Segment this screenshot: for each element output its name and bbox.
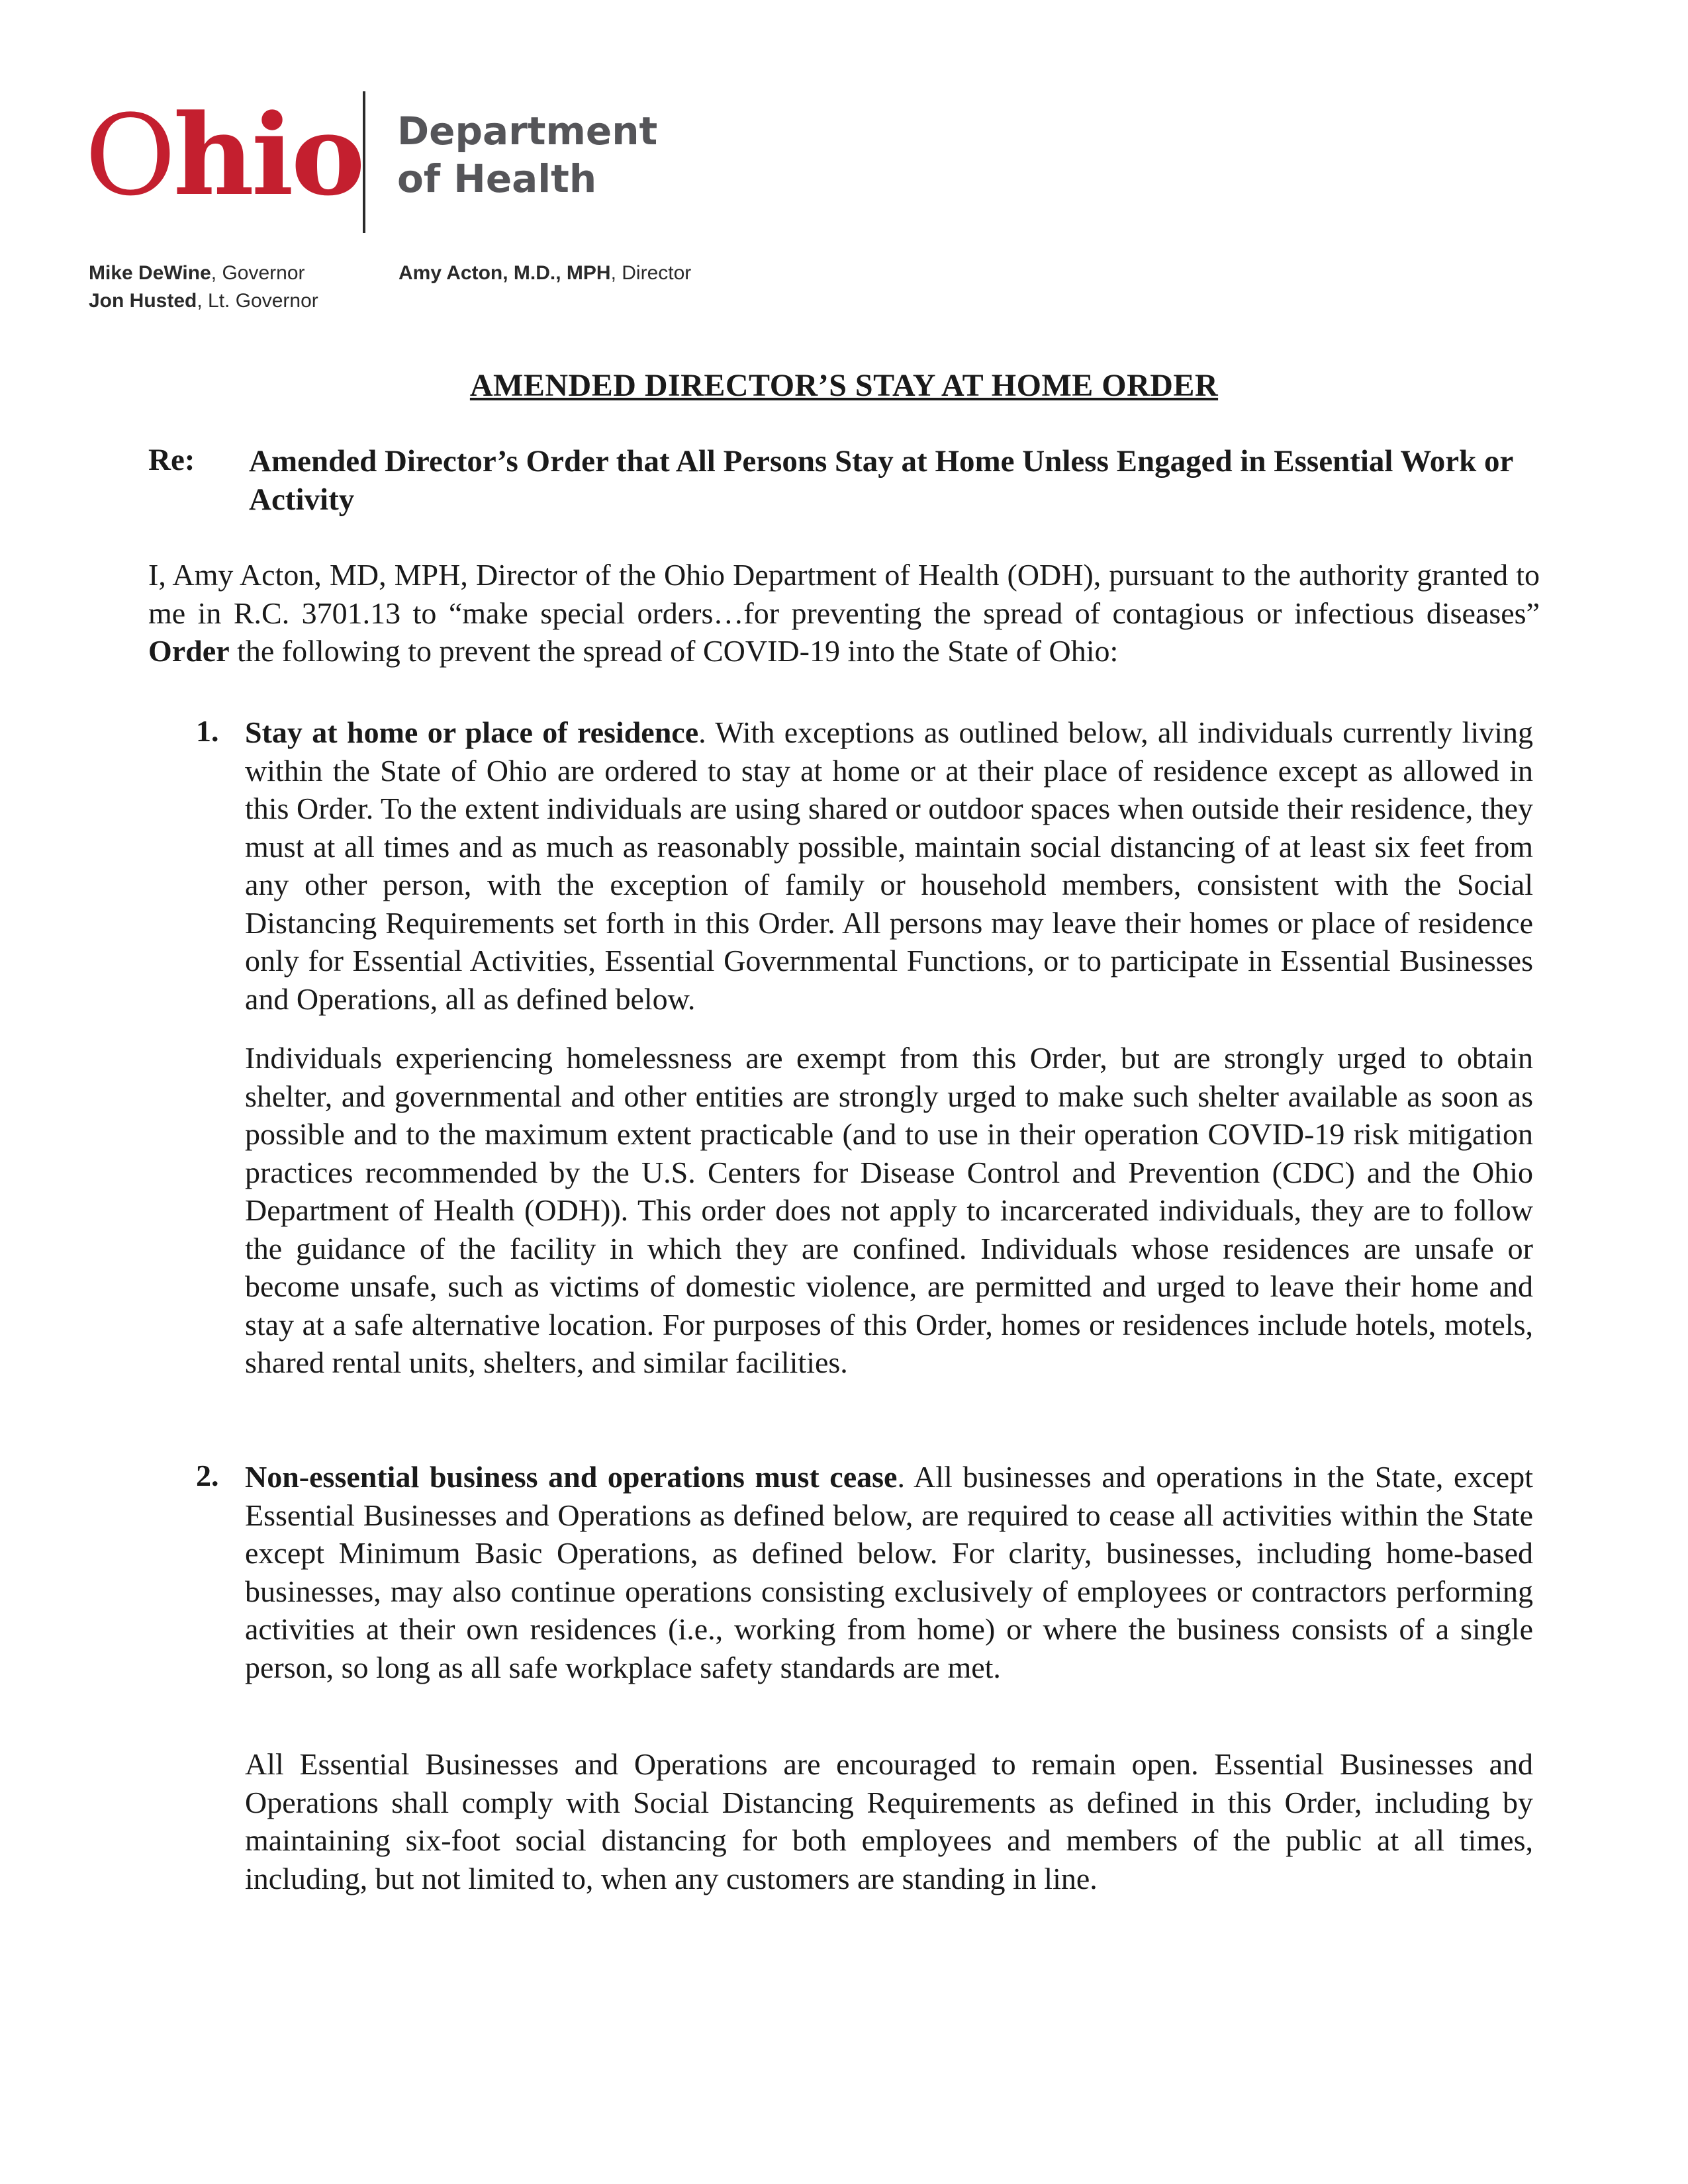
department-line-1: Department [397,109,658,154]
item-1-text: . With exceptions as outlined below, all individuals currently living within the State of Ohio are ordered to stay at home or at their place of residence except as allowed in this Order. To the extent individuals are using shared or outdoor spaces when outside their residence, they must at all times and as much as reasonably possible, maintain social distancing of at least six feet from any other person, with the exception of family or household members, consistent with the Social Distancing Requirements set forth in this Order. All persons may leave their homes or place of residence only for Essential Activities, Essential Governmental Functions, or to participate in Essential Businesses and Operations, all as defined below. [245,715,1533,1016]
item-2-paragraph [245,1458,1533,1686]
lt-governor-name: Jon Husted [89,290,197,312]
item-2-heading: Non-essential business and operations must cease [245,1460,898,1494]
document-title: AMENDED DIRECTOR’S STAY AT HOME ORDER [469,368,1219,403]
item-1-number: 1. [196,714,219,748]
director-block [399,259,691,287]
ohio-logo-rest: hio [173,89,363,220]
item-2-paragraph-2: All Essential Businesses and Operations are encouraged to remain open. Essential Businesses and Operations shall comply with Social Distancing Requirements as defined in this Order, including by maintaining six-foot social distancing for both employees and members of the public at all times, including, but not limited to, when any customers are standing in line. [245,1747,1533,1895]
governor-name: Mike DeWine [89,262,211,284]
item-2-text: . All businesses and operations in the State, except Essential Businesses and Operations as defined below, are required to cease all activities within the State except Minimum Basic Operations, as defined below. For clarity, businesses, including home-based businesses, may also continue operations consisting exclusively of employees or contractors performing activities at their own residences (i.e., working from home) or where the business consists of a single person, so long as all safe workplace safety standards are met. [245,1460,1533,1684]
re-subject: Amended Director’s Order that All Persons Stay at Home Unless Engaged in Essential Work or Activity [249,444,1513,517]
letterhead-divider [363,91,365,233]
intro-text-before: I, Amy Acton, MD, MPH, Director of the Ohio Department of Health (ODH), pursuant to the authority granted to me in R.C. 3701.13 to “make special orders…for preventing the spread of contagious or infectious diseases” [148,558,1540,630]
intro-paragraph [148,556,1540,670]
governor-line [89,259,318,287]
item-2-number: 2. [196,1459,219,1492]
item-1-paragraph-2: Individuals experiencing homelessness are exempt from this Order, but are strongly urged to obtain shelter, and governmental and other entities are strongly urged to make such shelter available as soon as possible and to the maximum extent practicable (and to use in their operation COVID-19 risk mitigation practices recommended by the U.S. Centers for Disease Control and Prevention (CDC) and the Ohio Department of Health (ODH)). This order does not apply to incarcerated individuals, they are to follow the guidance of the facility in which they are confined. Individuals whose residences are unsafe or become unsafe, such as victims of domestic violence, are permitted and urged to leave their home and stay at a safe alternative location. For purposes of this Order, homes or residences include hotels, motels, shared rental units, shelters, and similar facilities. [245,1041,1533,1379]
department-line-2: of Health [397,156,597,201]
lt-governor-line [89,287,318,315]
director-title: , Director [610,262,692,284]
director-name: Amy Acton, M.D., MPH [399,262,611,284]
ohio-logo-o: O [85,91,173,220]
item-1-paragraph [245,713,1533,1018]
ohio-logo [85,89,363,220]
governor-block [89,259,318,315]
governor-title: , Governor [211,262,305,284]
item-1-heading: Stay at home or place of residence [245,715,699,749]
lt-governor-title: , Lt. Governor [197,290,318,312]
re-label: Re: [148,443,195,477]
department-name [397,107,657,203]
intro-order-word: Order [148,634,230,668]
intro-text-after: the following to prevent the spread of COVID-19 into the State of Ohio: [229,634,1119,668]
